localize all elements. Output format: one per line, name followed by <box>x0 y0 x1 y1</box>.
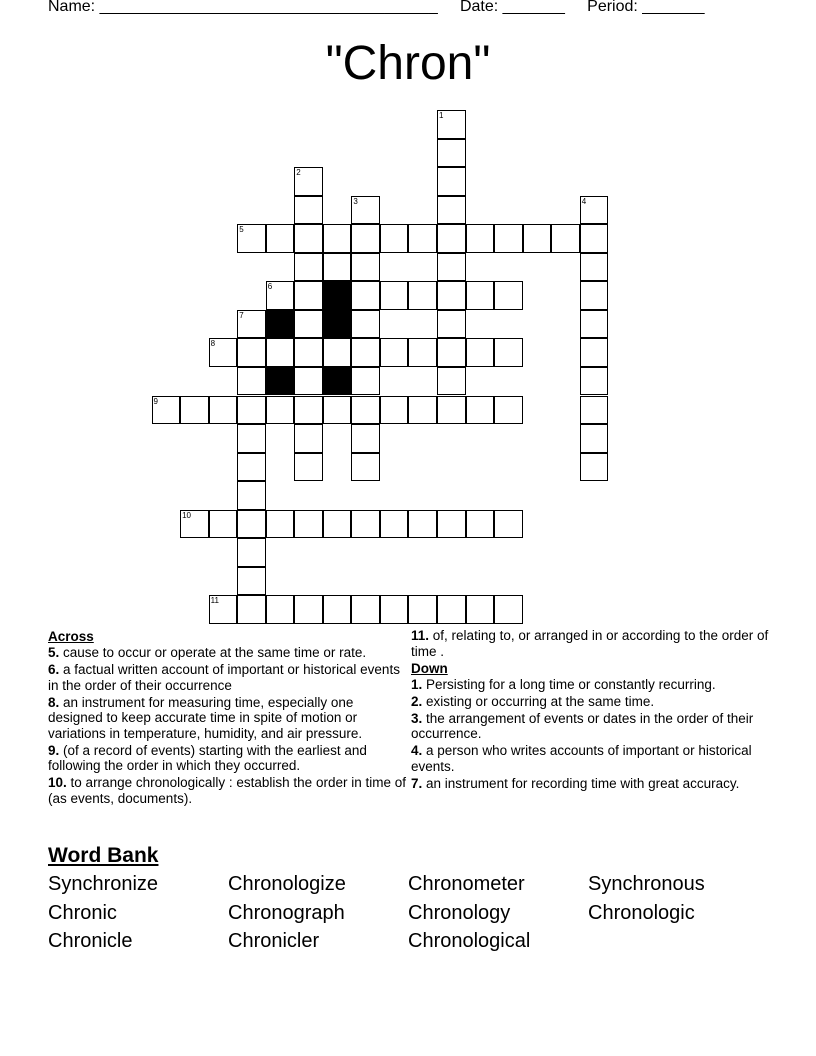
grid-cell[interactable] <box>294 167 323 196</box>
clue-number: 3 <box>353 196 358 206</box>
clue-down-2: 2. existing or occurring at the same time. <box>411 693 655 709</box>
grid-cell[interactable] <box>437 110 466 139</box>
grid-cell[interactable] <box>494 338 523 367</box>
grid-block <box>266 367 295 396</box>
grid-cell[interactable] <box>351 367 380 396</box>
clue-number: 2 <box>296 168 301 178</box>
grid-cell[interactable] <box>323 510 352 539</box>
grid-cell[interactable] <box>323 338 352 367</box>
clue-across-6: 6. a factual written account of important or historical events in the order of their occurrence <box>48 662 400 693</box>
grid-cell[interactable] <box>437 510 466 539</box>
grid-cell[interactable] <box>266 224 295 253</box>
grid-cell[interactable] <box>351 253 380 282</box>
grid-cell[interactable] <box>294 453 323 482</box>
grid-cell[interactable] <box>408 338 437 367</box>
clue-across-9: 9. (of a record of events) starting with the earliest and following the order in which they occurred. <box>48 742 367 773</box>
grid-cell[interactable] <box>294 424 323 453</box>
grid-cell[interactable] <box>237 510 266 539</box>
grid-cell[interactable] <box>294 510 323 539</box>
grid-cell[interactable] <box>437 224 466 253</box>
grid-cell[interactable] <box>580 396 609 425</box>
grid-cell[interactable] <box>580 281 609 310</box>
grid-cell[interactable] <box>237 338 266 367</box>
grid-cell[interactable] <box>294 310 323 339</box>
grid-cell[interactable] <box>466 510 495 539</box>
grid-block <box>323 310 352 339</box>
word-bank-item: Chronicler <box>228 930 320 952</box>
grid-cell[interactable] <box>466 396 495 425</box>
grid-cell[interactable] <box>237 367 266 396</box>
word-bank-item: Chronological <box>408 930 531 952</box>
grid-cell[interactable] <box>237 453 266 482</box>
clue-number: 10 <box>182 510 191 520</box>
grid-cell[interactable] <box>437 338 466 367</box>
grid-cell[interactable] <box>351 595 380 624</box>
grid-cell[interactable] <box>323 253 352 282</box>
grid-cell[interactable] <box>209 595 238 624</box>
grid-cell[interactable] <box>437 281 466 310</box>
grid-cell[interactable] <box>294 196 323 225</box>
grid-cell[interactable] <box>294 595 323 624</box>
clue-number: 9 <box>153 396 158 406</box>
grid-cell[interactable] <box>494 595 523 624</box>
grid-cell[interactable] <box>437 139 466 168</box>
grid-cell[interactable] <box>237 310 266 339</box>
grid-cell[interactable] <box>294 367 323 396</box>
clue-down-1: 1. Persisting for a long time or constantly recurring. <box>411 676 716 692</box>
grid-cell[interactable] <box>351 310 380 339</box>
grid-cell[interactable] <box>494 396 523 425</box>
grid-cell[interactable] <box>351 453 380 482</box>
grid-cell[interactable] <box>437 196 466 225</box>
clue-number: 1 <box>439 111 444 120</box>
grid-cell[interactable] <box>380 396 409 425</box>
grid-cell[interactable] <box>380 224 409 253</box>
grid-cell[interactable] <box>466 595 495 624</box>
grid-cell[interactable] <box>266 281 295 310</box>
grid-cell[interactable] <box>351 424 380 453</box>
grid-cell[interactable] <box>380 510 409 539</box>
grid-cell[interactable] <box>351 338 380 367</box>
word-bank-title: Word Bank <box>48 844 159 867</box>
grid-cell[interactable] <box>237 595 266 624</box>
clue-down-4: 4. a person who writes accounts of important or historical events. <box>411 743 752 774</box>
grid-cell[interactable] <box>237 567 266 596</box>
header-fields: Name: ______________________________________ Date: _______ Period: _______ <box>48 0 705 15</box>
grid-cell[interactable] <box>580 338 609 367</box>
across-heading: Across <box>48 629 94 644</box>
grid-cell[interactable] <box>323 595 352 624</box>
grid-cell[interactable] <box>437 595 466 624</box>
clues-right-column <box>411 628 771 793</box>
grid-cell[interactable] <box>351 196 380 225</box>
grid-cell[interactable] <box>523 224 552 253</box>
grid-cell[interactable] <box>380 281 409 310</box>
grid-cell[interactable] <box>580 367 609 396</box>
grid-cell[interactable] <box>294 396 323 425</box>
grid-block <box>323 367 352 396</box>
grid-cell[interactable] <box>237 538 266 567</box>
grid-cell[interactable] <box>580 253 609 282</box>
clue-down-7: 7. an instrument for recording time with great accuracy. <box>411 775 740 791</box>
grid-cell[interactable] <box>408 281 437 310</box>
grid-cell[interactable] <box>351 510 380 539</box>
grid-cell[interactable] <box>237 424 266 453</box>
word-bank-item: Chronology <box>408 902 511 924</box>
grid-block <box>323 281 352 310</box>
grid-cell[interactable] <box>580 310 609 339</box>
grid-cell[interactable] <box>437 396 466 425</box>
grid-cell[interactable] <box>466 338 495 367</box>
grid-cell[interactable] <box>580 424 609 453</box>
grid-cell[interactable] <box>237 481 266 510</box>
grid-cell[interactable] <box>408 595 437 624</box>
grid-cell[interactable] <box>209 338 238 367</box>
grid-cell[interactable] <box>351 224 380 253</box>
grid-cell[interactable] <box>294 224 323 253</box>
clue-number: 8 <box>210 339 216 349</box>
grid-cell[interactable] <box>494 510 523 539</box>
grid-cell[interactable] <box>408 396 437 425</box>
grid-cell[interactable] <box>437 367 466 396</box>
grid-cell[interactable] <box>408 224 437 253</box>
grid-block <box>266 310 295 339</box>
grid-cell[interactable] <box>380 338 409 367</box>
grid-cell[interactable] <box>209 510 238 539</box>
grid-cell[interactable] <box>551 224 580 253</box>
clues-left-column <box>48 628 408 808</box>
word-bank-item: Chronicle <box>48 930 133 952</box>
clue-number: 6 <box>267 282 273 292</box>
grid-cell[interactable] <box>351 281 380 310</box>
grid-cell[interactable] <box>494 224 523 253</box>
grid-cell[interactable] <box>580 453 609 482</box>
clue-number: 4 <box>581 196 587 206</box>
down-heading: Down <box>411 660 448 676</box>
grid-cell[interactable] <box>266 595 295 624</box>
word-bank-item: Chronic <box>48 902 117 924</box>
word-bank-item: Chronologic <box>588 902 695 924</box>
grid-cell[interactable] <box>466 224 495 253</box>
grid-cell[interactable] <box>323 224 352 253</box>
grid-cell[interactable] <box>437 310 466 339</box>
grid-cell[interactable] <box>237 224 266 253</box>
grid-cell[interactable] <box>209 396 238 425</box>
clue-down-3: 3. the arrangement of events or dates in the order of their occurrence. <box>411 710 754 741</box>
page-title: "Chron" <box>325 37 491 90</box>
clue-across-10: 10. to arrange chronologically : establish the order in time of (as events, documents). <box>48 775 406 806</box>
grid-cell[interactable] <box>294 281 323 310</box>
grid-cell[interactable] <box>351 396 380 425</box>
word-bank-item: Chronometer <box>408 873 525 895</box>
grid-cell[interactable] <box>437 167 466 196</box>
clue-across-11: 11. of, relating to, or arranged in or according to the order of time . <box>411 628 769 659</box>
clue-number: 11 <box>210 596 219 606</box>
grid-cell[interactable] <box>380 595 409 624</box>
word-bank-item: Chronograph <box>228 902 345 924</box>
grid-cell[interactable] <box>180 510 209 539</box>
clue-number: 5 <box>239 225 244 235</box>
clue-across-8: 8. an instrument for measuring time, especially one designed to keep accurate time in spite of motion or variations in temperature, humidity, and air pressure. <box>48 694 363 741</box>
grid-cell[interactable] <box>152 396 181 425</box>
grid-cell[interactable] <box>494 281 523 310</box>
grid-cell[interactable] <box>266 338 295 367</box>
word-bank-item: Chronologize <box>228 873 346 895</box>
grid-cell[interactable] <box>580 196 609 225</box>
grid-cell[interactable] <box>180 396 209 425</box>
clue-across-5: 5. cause to occur or operate at the same time or rate. <box>48 645 367 660</box>
word-bank-item: Synchronous <box>588 873 705 895</box>
grid-cell[interactable] <box>294 253 323 282</box>
grid-cell[interactable] <box>294 338 323 367</box>
grid-cell[interactable] <box>408 510 437 539</box>
grid-cell[interactable] <box>323 396 352 425</box>
word-bank-item: Synchronize <box>48 873 159 895</box>
grid-cell[interactable] <box>266 510 295 539</box>
grid-cell[interactable] <box>266 396 295 425</box>
grid-cell[interactable] <box>466 281 495 310</box>
clue-number: 7 <box>239 310 244 320</box>
grid-cell[interactable] <box>437 253 466 282</box>
grid-cell[interactable] <box>237 396 266 425</box>
grid-cell[interactable] <box>580 224 609 253</box>
